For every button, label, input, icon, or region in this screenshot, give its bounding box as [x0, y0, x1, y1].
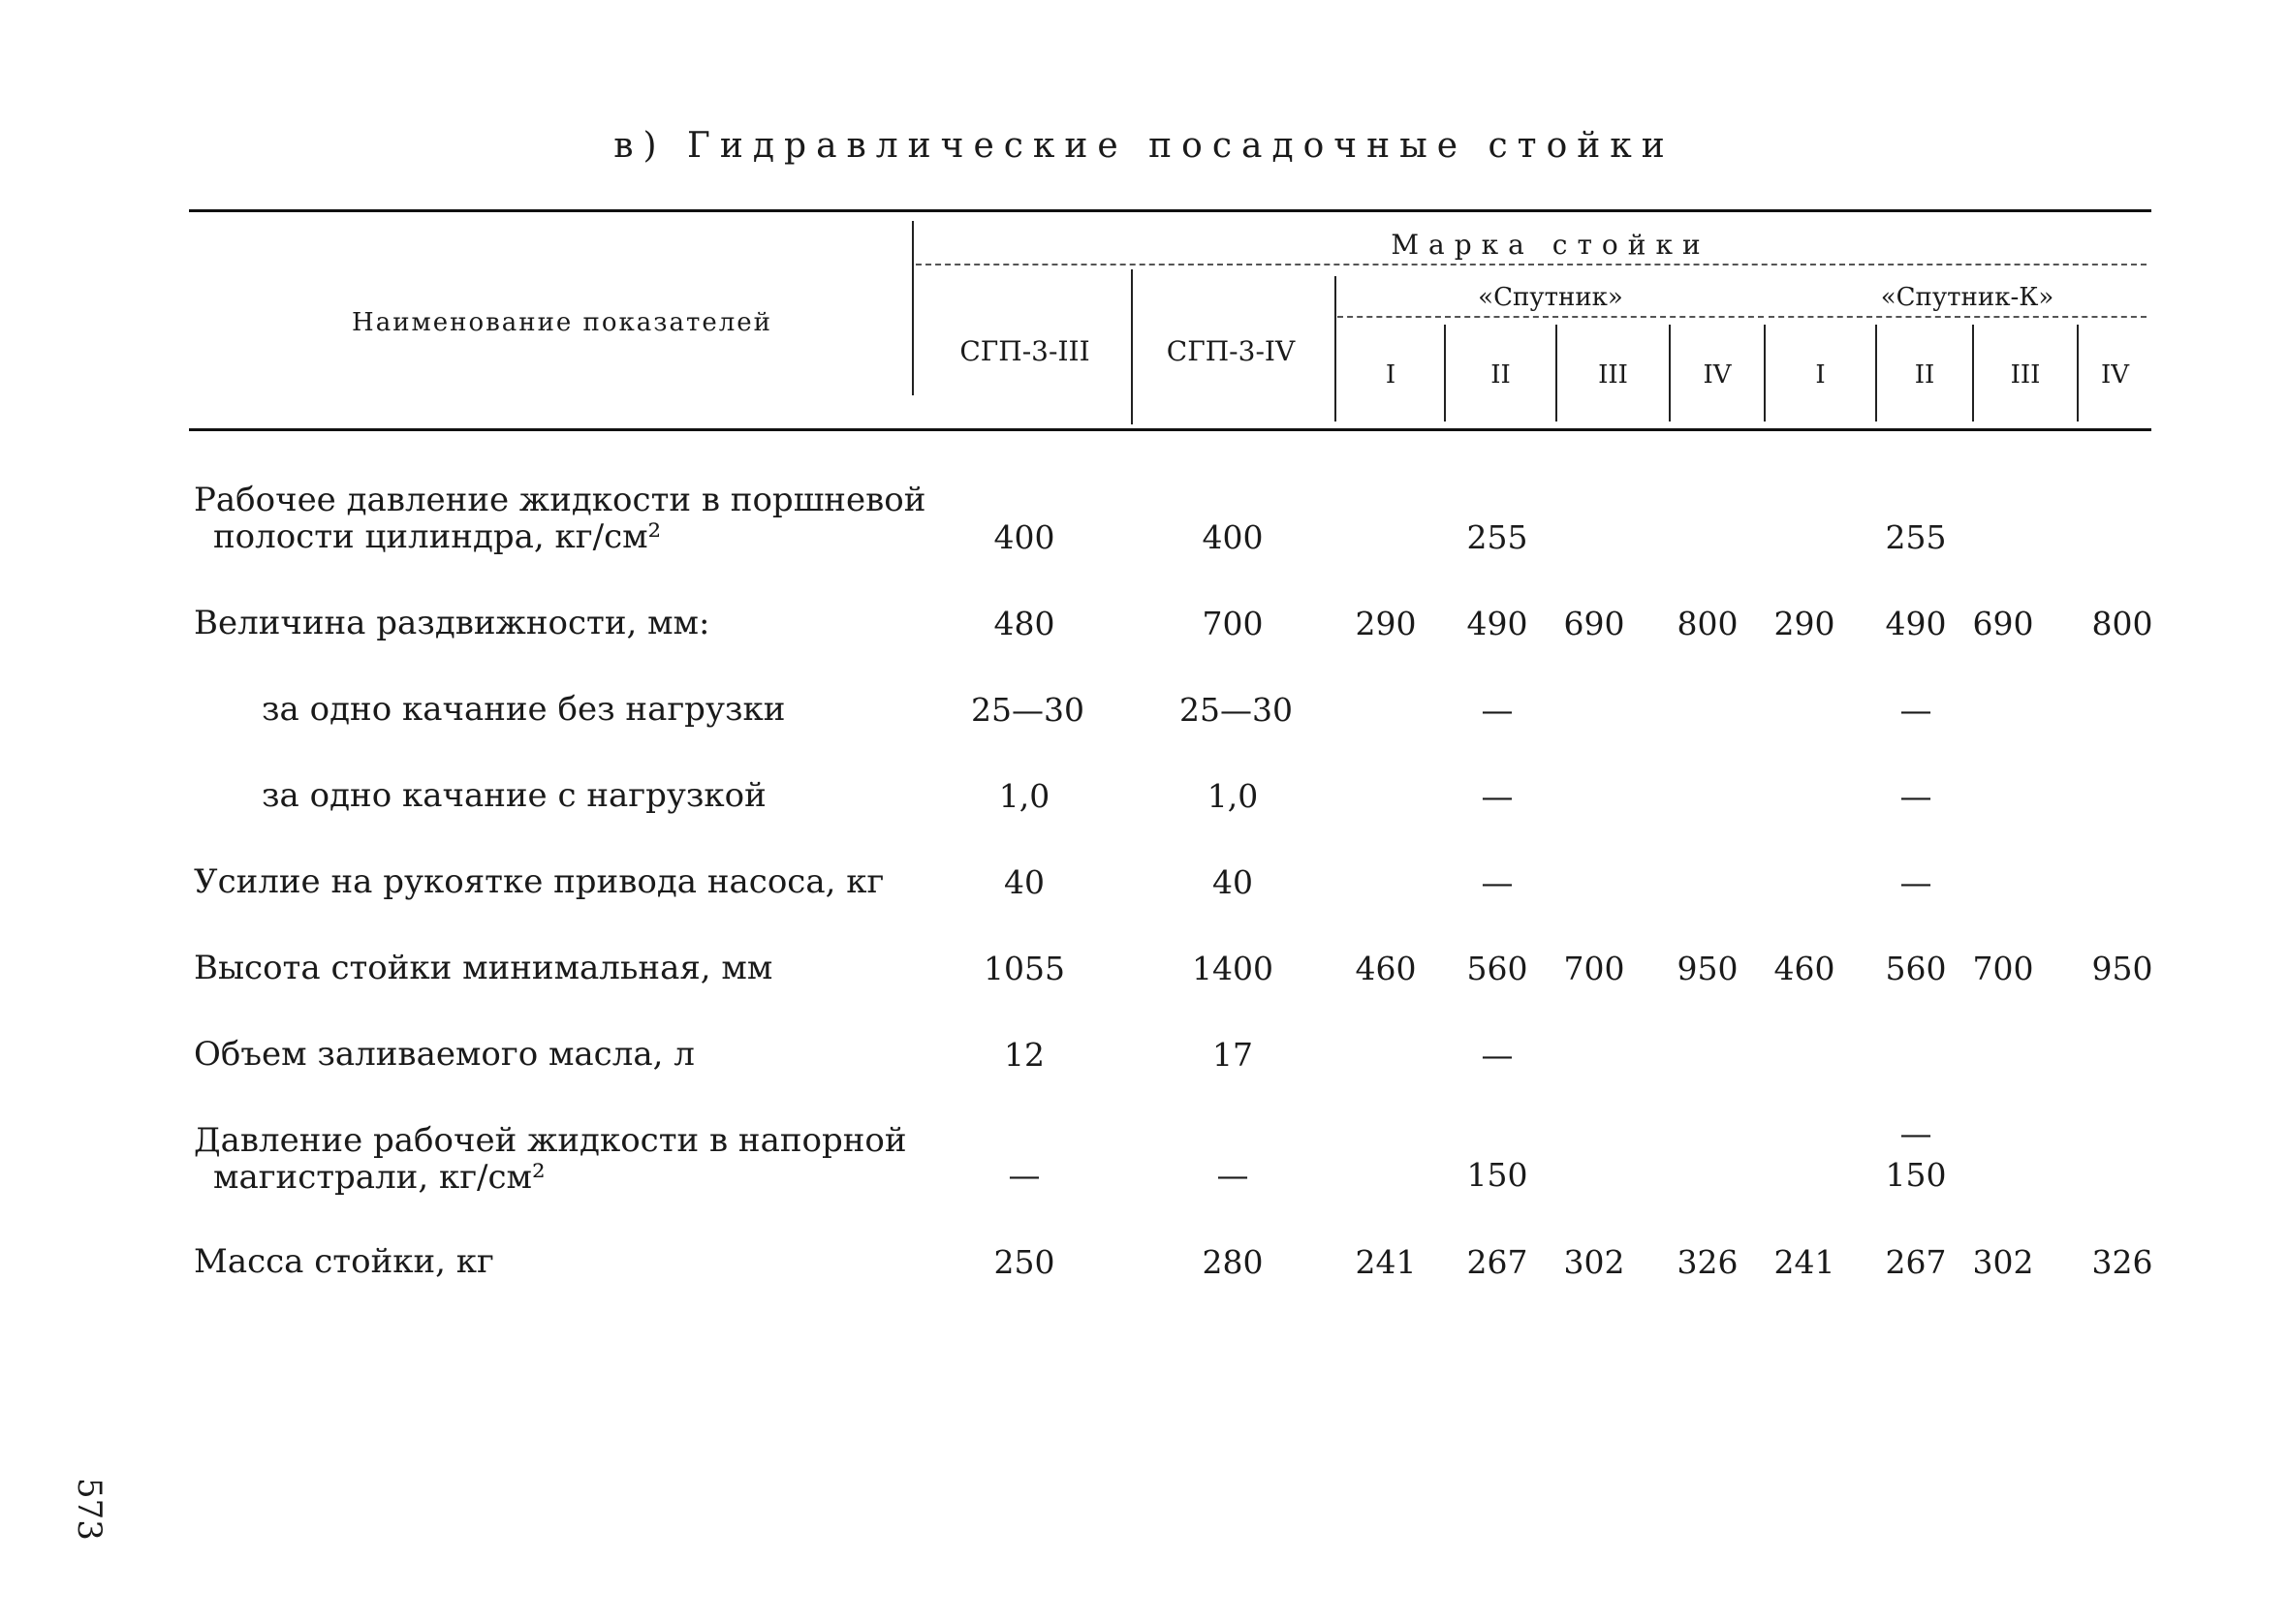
table-cell: 490	[1466, 605, 1528, 642]
header-brand-group: Марка стойки	[1391, 229, 1710, 261]
table-cell: 25—30	[1179, 691, 1293, 729]
table-cell: 400	[993, 518, 1055, 556]
header-sgp-3-iii: СГП-3-III	[959, 335, 1090, 367]
table-cell: 241	[1773, 1243, 1835, 1281]
table-cell: 255	[1466, 518, 1528, 556]
table-cell: 302	[1972, 1243, 2034, 1281]
table-cell: 1055	[984, 950, 1065, 987]
table-cell: 267	[1466, 1243, 1528, 1281]
row-label: Высота стойки минимальная, мм	[194, 949, 773, 987]
table-cell: —	[1481, 863, 1514, 901]
table-cell: —	[1899, 1114, 1932, 1152]
table-cell: 700	[1202, 605, 1264, 642]
table-cell: 267	[1885, 1243, 1947, 1281]
table-cell: —	[1216, 1156, 1249, 1194]
header-divider	[1131, 269, 1133, 424]
table-cell: 560	[1466, 950, 1528, 987]
table-cell: 40	[1212, 863, 1253, 901]
header-name-column: Наименование показателей	[352, 308, 772, 337]
table-cell: 460	[1355, 950, 1417, 987]
table-cell: 950	[2091, 950, 2153, 987]
row-label: Рабочее давление жидкости в поршневой полости цилиндра, кг/см²	[194, 481, 926, 556]
table-cell: —	[1481, 777, 1514, 815]
table-cell: —	[1899, 691, 1932, 729]
table-cell: 302	[1563, 1243, 1625, 1281]
brand-group-underline	[916, 264, 2147, 265]
table-cell: 25—30	[971, 691, 1084, 729]
table-cell: 40	[1004, 863, 1045, 901]
header-sub-col: II	[1490, 360, 1511, 390]
table-cell: 290	[1773, 605, 1835, 642]
table-cell: 280	[1202, 1243, 1264, 1281]
header-sub-col: I	[1385, 360, 1396, 390]
table-cell: 1,0	[998, 777, 1050, 815]
header-divider	[1334, 276, 1336, 422]
table-cell: 326	[2091, 1243, 2153, 1281]
sputnik-k-group-underline	[1769, 316, 2147, 318]
table-cell: 255	[1885, 518, 1947, 556]
row-label: Масса стойки, кг	[194, 1242, 494, 1281]
table-cell: 690	[1972, 605, 2034, 642]
row-label: Давление рабочей жидкости в напорной магистрали, кг/см²	[194, 1121, 907, 1197]
header-sub-col: III	[2010, 360, 2041, 390]
table-cell: 326	[1677, 1243, 1739, 1281]
table-cell: 490	[1885, 605, 1947, 642]
table-top-rule	[189, 209, 2151, 212]
header-sgp-3-iv: СГП-3-IV	[1166, 335, 1296, 367]
table-cell: 800	[2091, 605, 2153, 642]
table-title: в) Гидравлические посадочные стойки	[613, 126, 1675, 166]
table-cell: 1400	[1192, 950, 1273, 987]
header-sputnik: «Спутник»	[1478, 283, 1623, 312]
row-label: Величина раздвижности, мм:	[194, 604, 710, 642]
table-cell: 460	[1773, 950, 1835, 987]
table-cell: 950	[1677, 950, 1739, 987]
header-sub-col: IV	[1703, 360, 1732, 390]
table-cell: 17	[1212, 1036, 1253, 1074]
table-cell: 290	[1355, 605, 1417, 642]
table-header-bottom-rule	[189, 428, 2151, 431]
table-cell: —	[1481, 1036, 1514, 1074]
page-number: 573	[70, 1478, 109, 1541]
table-cell: 241	[1355, 1243, 1417, 1281]
header-sub-col: II	[1914, 360, 1935, 390]
row-label: Объем заливаемого масла, л	[194, 1035, 695, 1074]
table-cell: —	[1899, 777, 1932, 815]
header-sub-col: IV	[2100, 360, 2130, 390]
table-cell: 690	[1563, 605, 1625, 642]
row-label: за одно качание с нагрузкой	[262, 776, 767, 815]
table-cell: 700	[1563, 950, 1625, 987]
table-cell: 12	[1004, 1036, 1045, 1074]
table-cell: 150	[1466, 1156, 1528, 1194]
table-cell: 560	[1885, 950, 1947, 987]
table-cell: 250	[993, 1243, 1055, 1281]
table-cell: —	[1481, 691, 1514, 729]
header-sub-col: I	[1815, 360, 1826, 390]
header-divider	[912, 221, 914, 395]
table-cell: —	[1008, 1156, 1041, 1194]
table-cell: 480	[993, 605, 1055, 642]
table-cell: —	[1899, 863, 1932, 901]
row-label: Усилие на рукоятке привода насоса, кг	[194, 862, 885, 901]
table-cell: 800	[1677, 605, 1739, 642]
table-cell: 1,0	[1207, 777, 1259, 815]
table-cell: 150	[1885, 1156, 1947, 1194]
table-cell: 400	[1202, 518, 1264, 556]
header-sputnik-k: «Спутник-К»	[1880, 283, 2054, 312]
table-cell: 700	[1972, 950, 2034, 987]
sputnik-group-underline	[1337, 316, 1764, 318]
header-sub-col: III	[1598, 360, 1628, 390]
row-label: за одно качание без нагрузки	[262, 690, 786, 729]
